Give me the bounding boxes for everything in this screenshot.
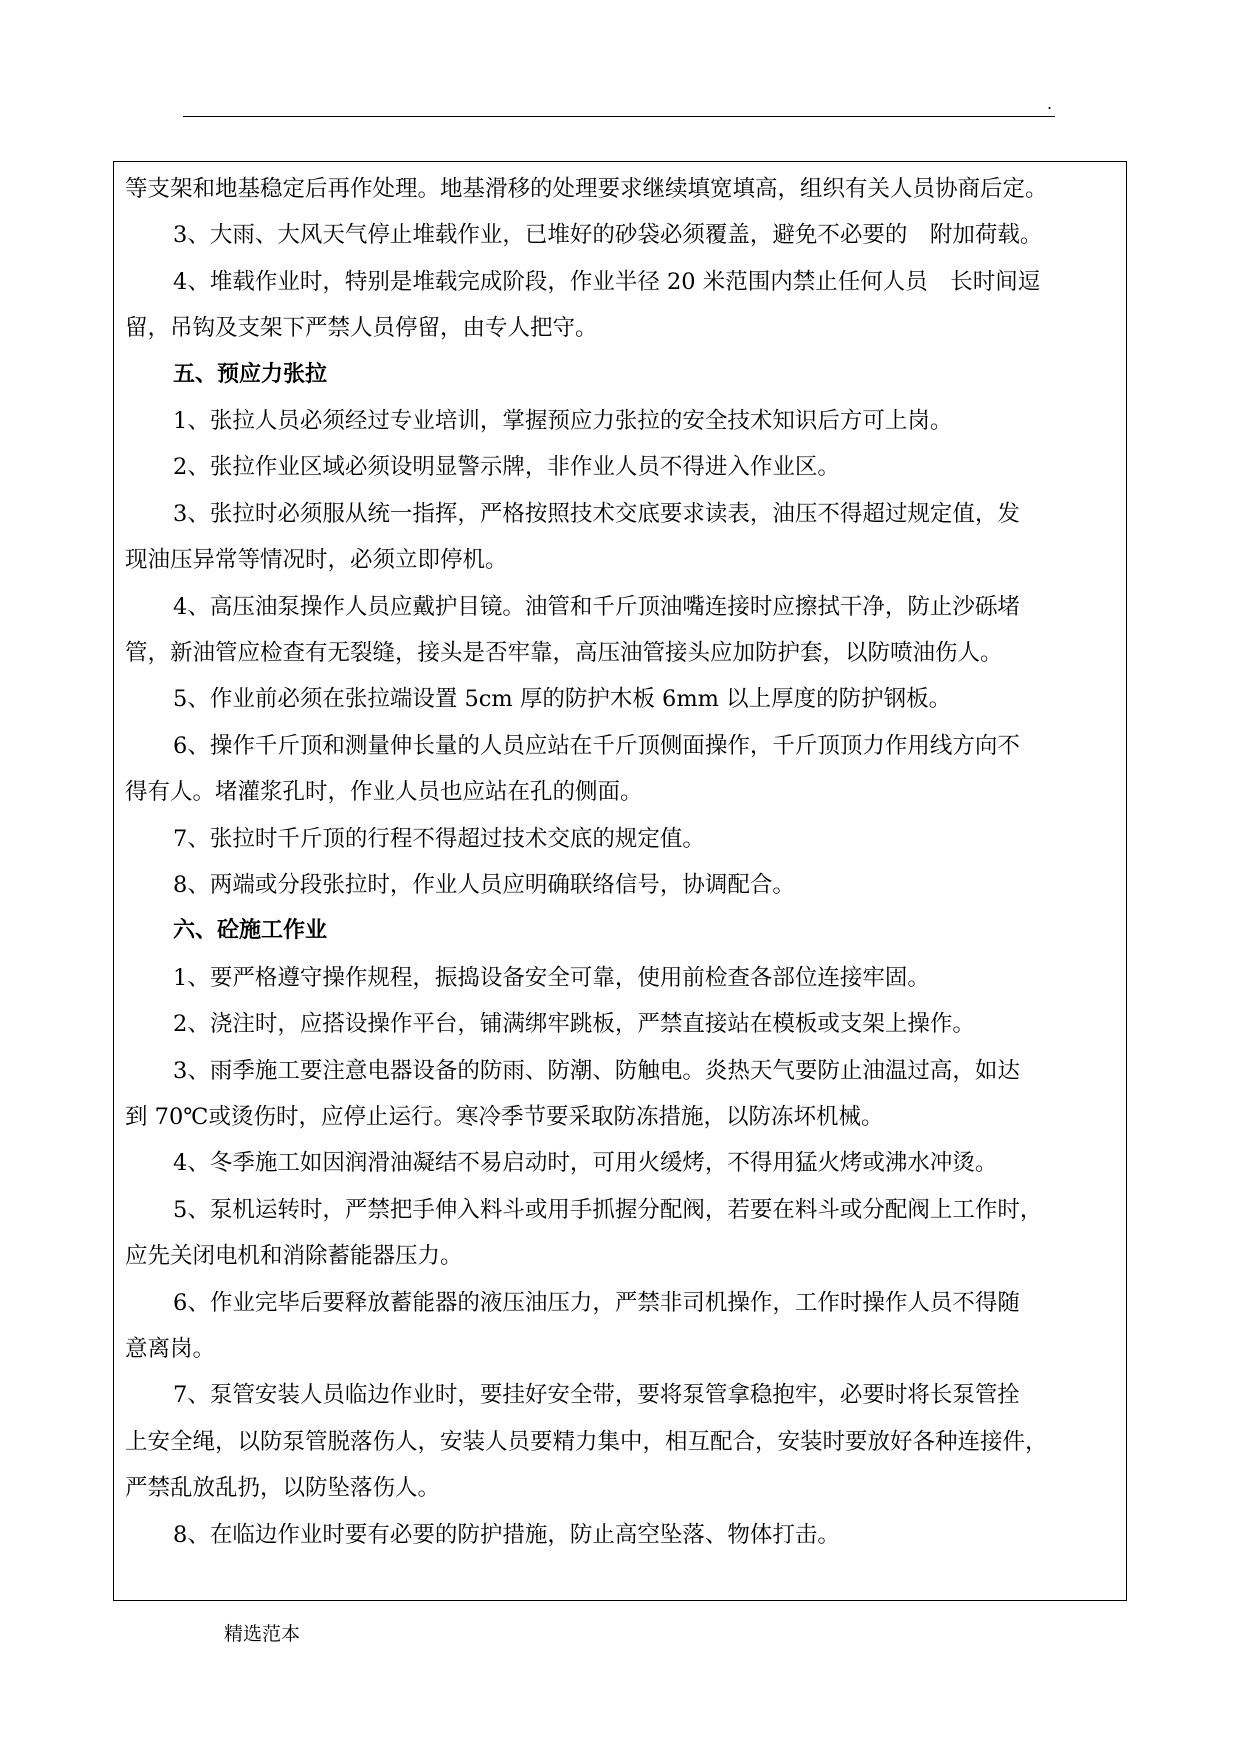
paragraph-line: 得有人。堵灌浆孔时，作业人员也应站在孔的侧面。 [125,779,643,806]
paragraph-line: 8、两端或分段张拉时，作业人员应明确联络信号，协调配合。 [173,872,795,898]
paragraph-line: 应先关闭电机和消除蓄能器压力。 [125,1243,463,1270]
paragraph-line: 6、操作千斤顶和测量伸长量的人员应站在千斤顶侧面操作，千斤顶顶力作用线方向不 [173,732,1020,759]
paragraph-line: 2、张拉作业区域必须设明显警示牌，非作业人员不得进入作业区。 [173,454,840,481]
footer-text: 精选范本 [224,1623,301,1645]
paragraph-line: 7、张拉时千斤顶的行程不得超过技术交底的规定值。 [173,825,705,852]
paragraph-line: 2、浇注时，应搭设操作平台，铺满绑牢跳板，严禁直接站在模板或支架上操作。 [173,1011,975,1038]
paragraph-line: 1、要严格遵守操作规程，振捣设备安全可靠，使用前检查各部位连接牢固。 [173,964,930,991]
paragraph-line: 8、在临边作业时要有必要的防护措施，防止高空坠落、物体打击。 [173,1521,840,1548]
header-dot: . [1047,94,1053,113]
paragraph-line: 3、大雨、大风天气停止堆载作业，已堆好的砂袋必须覆盖，避免不必要的 附加荷载。 [173,222,1043,249]
paragraph-line: 3、雨季施工要注意电器设备的防雨、防潮、防触电。炎热天气要防止油温过高，如达 [173,1057,1020,1084]
paragraph-line: 4、堆载作业时，特别是堆载完成阶段，作业半径 20 米范围内禁止任何人员 长时间逗 [173,268,1041,295]
paragraph-line: 6、作业完毕后要释放蓄能器的液压油压力，严禁非司机操作，工作时操作人员不得随 [173,1289,1020,1316]
section-heading: 六、砼施工作业 [173,918,328,944]
paragraph-line: 7、泵管安装人员临边作业时，要挂好安全带，要将泵管拿稳抱牢，必要时将长泵管拴 [173,1382,1020,1409]
header-rule [183,116,1055,117]
paragraph-line: 等支架和地基稳定后再作处理。地基滑移的处理要求继续填宽填高，组织有关人员协商后定。 [125,176,1048,202]
paragraph-line: 到 70℃或烫伤时，应停止运行。寒冷季节要采取防冻措施，以防冻坏机械。 [125,1104,884,1130]
section-heading: 五、预应力张拉 [173,361,328,387]
paragraph-line: 4、高压油泵操作人员应戴护目镜。油管和千斤顶油嘴连接时应擦拭干净，防止沙砾堵 [173,593,1020,620]
paragraph-line: 留，吊钩及支架下严禁人员停留，由专人把守。 [125,315,598,342]
paragraph-line: 现油压异常等情况时，必须立即停机。 [125,547,508,574]
paragraph-line: 1、张拉人员必须经过专业培训，掌握预应力张拉的安全技术知识后方可上岗。 [173,408,953,434]
paragraph-line: 4、冬季施工如因润滑油凝结不易启动时，可用火缓烤，不得用猛火烤或沸水冲烫。 [173,1150,998,1177]
paragraph-line: 5、泵机运转时，严禁把手伸入料斗或用手抓握分配阀，若要在料斗或分配阀上工作时， [173,1196,1043,1223]
paragraph-line: 严禁乱放乱扔，以防坠落伤人。 [125,1475,441,1502]
paragraph-line: 意离岗。 [125,1336,216,1362]
paragraph-line: 5、作业前必须在张拉端设置 5cm 厚的防护木板 6mm 以上厚度的防护钢板。 [173,686,952,713]
paragraph-line: 3、张拉时必须服从统一指挥，严格按照技术交底要求读表，油压不得超过规定值，发 [173,500,1020,527]
paragraph-line: 上安全绳，以防泵管脱落伤人，安装人员要精力集中，相互配合，安装时要放好各种连接件， [125,1428,1048,1455]
paragraph-line: 管，新油管应检查有无裂缝，接头是否牢靠，高压油管接头应加防护套，以防喷油伤人。 [125,640,1003,666]
